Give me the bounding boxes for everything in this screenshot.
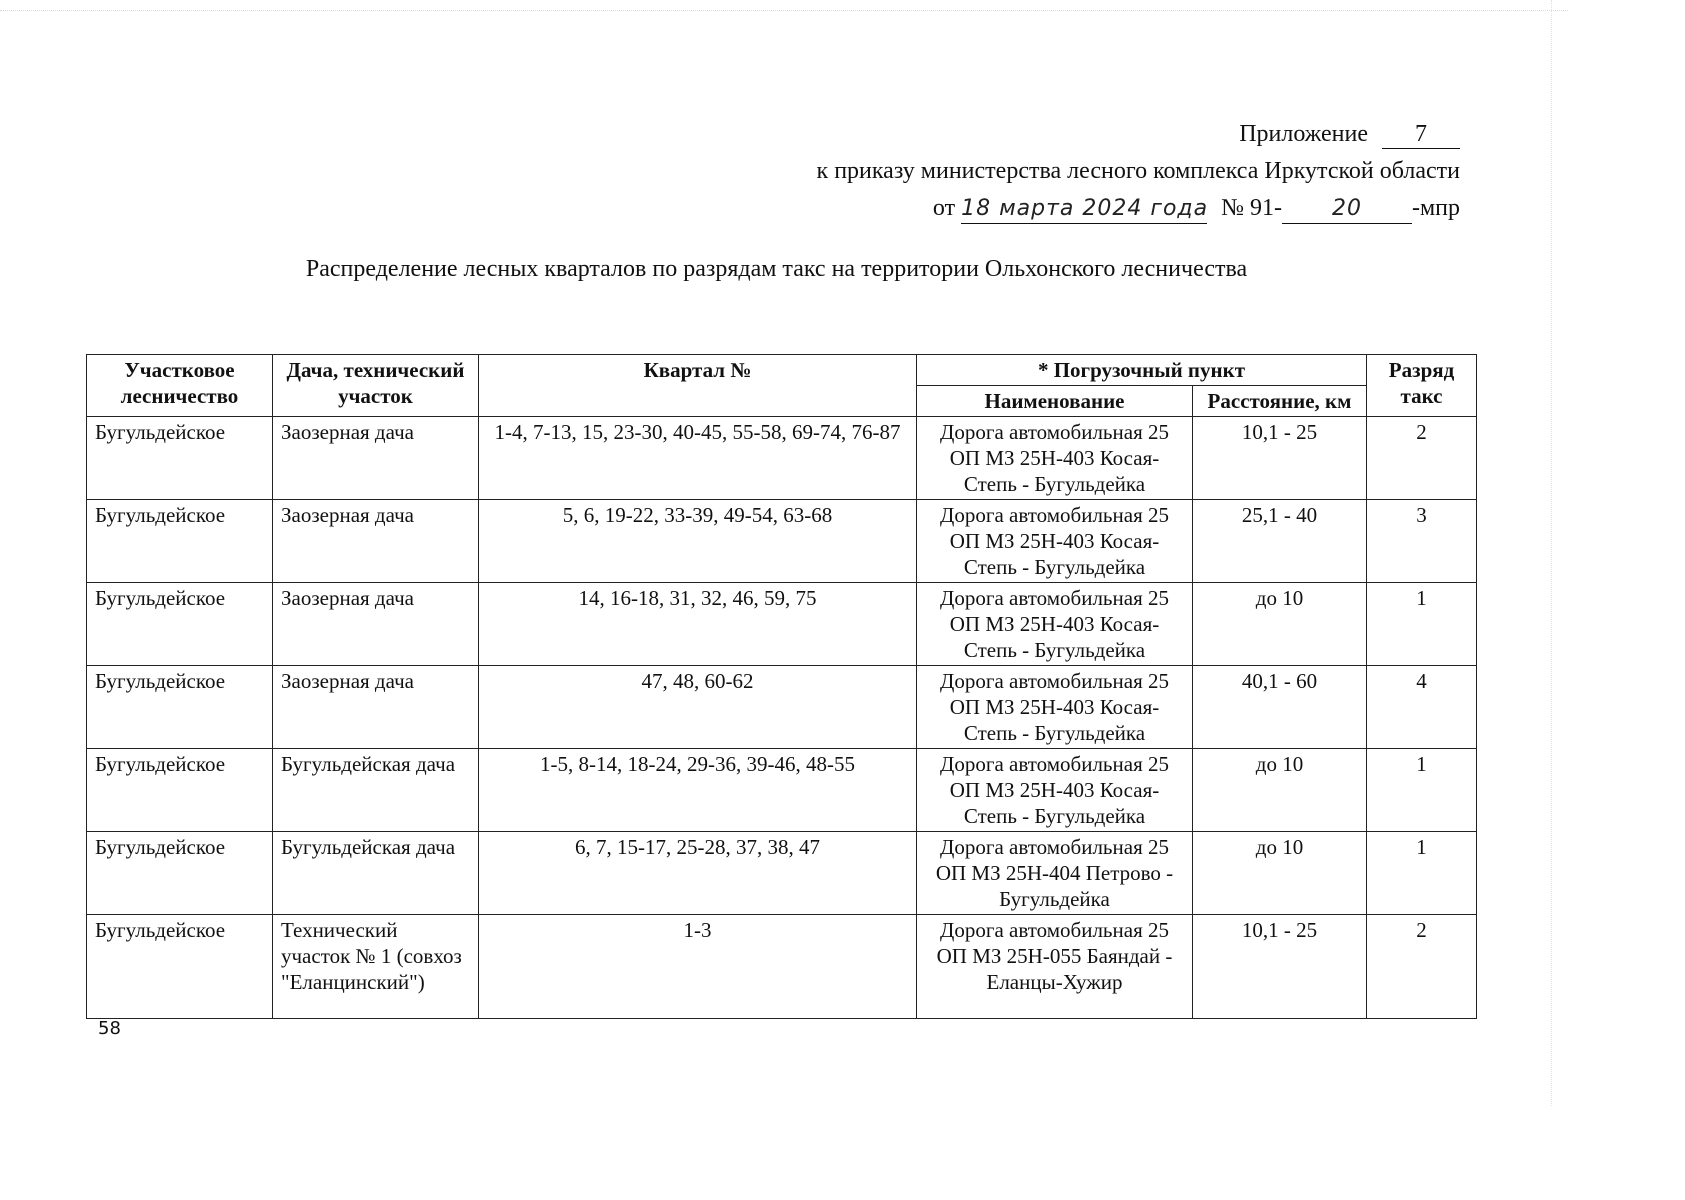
cell-dacha: Заозерная дача <box>273 417 479 500</box>
table-row <box>87 666 1477 749</box>
cell-distance: 40,1 - 60 <box>1193 666 1367 749</box>
cell-dacha: Заозерная дача <box>273 583 479 666</box>
table-row <box>87 832 1477 915</box>
cell-rank: 2 <box>1367 417 1477 500</box>
cell-rank: 1 <box>1367 832 1477 915</box>
cell-rank: 1 <box>1367 749 1477 832</box>
cell-distance: до 10 <box>1193 832 1367 915</box>
cell-district: Бугульдейское <box>87 500 273 583</box>
page-number: 58 <box>98 1018 121 1039</box>
header-district: Участковое лесничество <box>87 355 273 417</box>
table-row <box>87 749 1477 832</box>
forest-kvartal-table <box>86 354 1477 1019</box>
cell-district: Бугульдейское <box>87 417 273 500</box>
order-date-line <box>817 190 1460 227</box>
cell-distance: 10,1 - 25 <box>1193 915 1367 1019</box>
cell-loading-name: Дорога автомобильная 25 ОП МЗ 25Н-403 Косая-Степь - Бугульдейка <box>917 666 1193 749</box>
cell-loading-name: Дорога автомобильная 25 ОП МЗ 25Н-403 Косая-Степь - Бугульдейка <box>917 583 1193 666</box>
cell-loading-name: Дорога автомобильная 25 ОП МЗ 25Н-403 Косая-Степь - Бугульдейка <box>917 749 1193 832</box>
appendix-line <box>817 116 1460 153</box>
cell-kvartal: 14, 16-18, 31, 32, 46, 59, 75 <box>479 583 917 666</box>
order-date-handwritten: 18 марта 2024 года <box>961 195 1207 224</box>
cell-distance: до 10 <box>1193 583 1367 666</box>
appendix-number: 7 <box>1382 120 1460 149</box>
order-line: к приказу министерства лесного комплекса Иркутской области <box>816 158 1460 184</box>
cell-district: Бугульдейское <box>87 666 273 749</box>
table-row <box>87 500 1477 583</box>
cell-loading-name: Дорога автомобильная 25 ОП МЗ 25Н-055 Баяндай - Еланцы-Хужир <box>917 915 1193 1019</box>
cell-dacha: Заозерная дача <box>273 500 479 583</box>
cell-rank: 3 <box>1367 500 1477 583</box>
cell-rank: 1 <box>1367 583 1477 666</box>
appendix-header <box>817 116 1460 227</box>
scan-edge-line <box>0 10 1568 11</box>
number-prefix: № 91- <box>1221 195 1282 221</box>
header-dacha: Дача, технический участок <box>273 355 479 417</box>
document-title: Распределение лесных кварталов по разрядам такс на территории Ольхонского лесничества <box>305 256 1248 282</box>
date-prefix: от <box>932 195 956 221</box>
cell-kvartal: 5, 6, 19-22, 33-39, 49-54, 63-68 <box>479 500 917 583</box>
cell-kvartal: 6, 7, 15-17, 25-28, 37, 38, 47 <box>479 832 917 915</box>
number-suffix: -мпр <box>1411 195 1460 221</box>
cell-distance: 25,1 - 40 <box>1193 500 1367 583</box>
cell-dacha: Технический участок № 1 (совхоз "Еланцинский") <box>273 915 479 1019</box>
cell-kvartal: 1-5, 8-14, 18-24, 29-36, 39-46, 48-55 <box>479 749 917 832</box>
appendix-label: Приложение <box>1239 121 1368 147</box>
cell-dacha: Бугульдейская дача <box>273 832 479 915</box>
header-rank: Разряд такс <box>1367 355 1477 417</box>
cell-loading-name: Дорога автомобильная 25 ОП МЗ 25Н-403 Косая-Степь - Бугульдейка <box>917 500 1193 583</box>
cell-district: Бугульдейское <box>87 749 273 832</box>
cell-kvartal: 1-3 <box>479 915 917 1019</box>
order-number-handwritten: 20 <box>1282 195 1412 224</box>
cell-rank: 4 <box>1367 666 1477 749</box>
cell-kvartal: 1-4, 7-13, 15, 23-30, 40-45, 55-58, 69-74, 76-87 <box>479 417 917 500</box>
table-row <box>87 583 1477 666</box>
cell-loading-name: Дорога автомобильная 25 ОП МЗ 25Н-403 Косая-Степь - Бугульдейка <box>917 417 1193 500</box>
table-row <box>87 915 1477 1019</box>
cell-loading-name: Дорога автомобильная 25 ОП МЗ 25Н-404 Петрово - Бугульдейка <box>917 832 1193 915</box>
cell-dacha: Заозерная дача <box>273 666 479 749</box>
cell-kvartal: 47, 48, 60-62 <box>479 666 917 749</box>
cell-district: Бугульдейское <box>87 915 273 1019</box>
cell-rank: 2 <box>1367 915 1477 1019</box>
table-row <box>87 417 1477 500</box>
cell-distance: 10,1 - 25 <box>1193 417 1367 500</box>
scan-side-line <box>1551 0 1552 1106</box>
cell-dacha: Бугульдейская дача <box>273 749 479 832</box>
header-name: Наименование <box>917 386 1193 417</box>
header-loading-point: * Погрузочный пункт <box>917 355 1367 386</box>
cell-distance: до 10 <box>1193 749 1367 832</box>
header-distance: Расстояние, км <box>1193 386 1367 417</box>
cell-district: Бугульдейское <box>87 583 273 666</box>
header-kvartal: Квартал № <box>479 355 917 417</box>
cell-district: Бугульдейское <box>87 832 273 915</box>
table-header-row <box>87 355 1477 386</box>
